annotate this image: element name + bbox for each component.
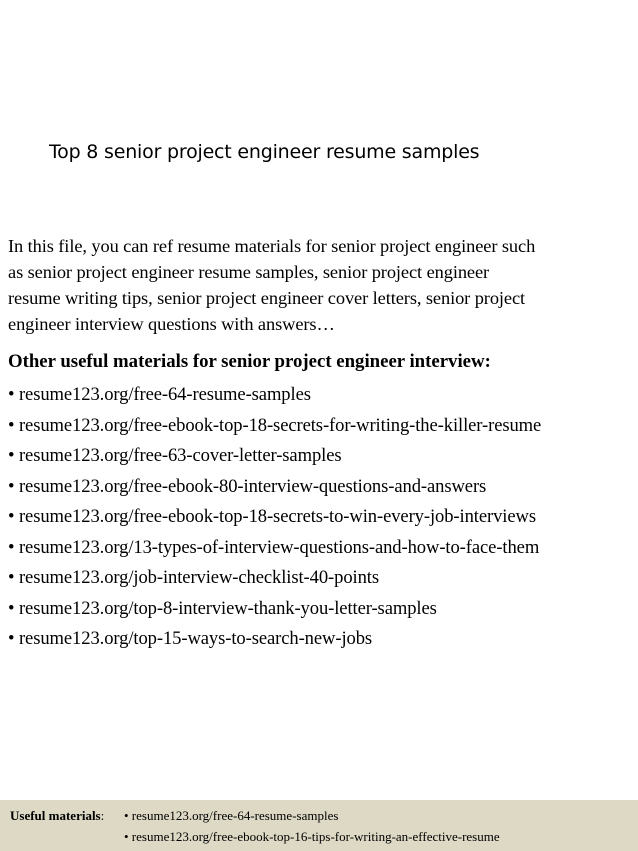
materials-link-list xyxy=(8,380,541,655)
intro-line: as senior project engineer resume samples, senior project engineer xyxy=(8,262,490,282)
materials-link-item[interactable]: • resume123.org/13-types-of-interview-questions-and-how-to-face-them xyxy=(8,536,540,558)
materials-link-item[interactable]: • resume123.org/free-ebook-80-interview-questions-and-answers xyxy=(8,475,487,497)
page-title: Top 8 senior project engineer resume samples xyxy=(49,141,480,163)
footer-bar xyxy=(0,800,638,851)
footer-label-text: Useful materials xyxy=(10,808,101,823)
intro-paragraph xyxy=(8,233,636,337)
materials-link-item[interactable]: • resume123.org/top-8-interview-thank-you-letter-samples xyxy=(8,597,437,619)
footer-link-list xyxy=(124,808,500,850)
footer-label xyxy=(10,808,104,824)
intro-line: resume writing tips, senior project engineer cover letters, senior project xyxy=(8,288,526,308)
materials-link-item[interactable]: • resume123.org/free-ebook-top-18-secrets-to-win-every-job-interviews xyxy=(8,506,536,527)
materials-link-item[interactable]: • resume123.org/job-interview-checklist-40-points xyxy=(8,567,379,588)
materials-link-item[interactable]: • resume123.org/top-15-ways-to-search-new-jobs xyxy=(8,628,373,649)
intro-line: engineer interview questions with answers… xyxy=(8,314,335,334)
materials-link-item[interactable]: • resume123.org/free-64-resume-samples xyxy=(8,384,311,405)
footer-link-item[interactable]: • resume123.org/free-64-resume-samples xyxy=(124,808,339,823)
intro-line: In this file, you can ref resume materials for senior project engineer such xyxy=(8,236,536,256)
materials-link-item[interactable]: • resume123.org/free-ebook-top-18-secrets-for-writing-the-killer-resume xyxy=(8,414,542,436)
materials-link-item[interactable]: • resume123.org/free-63-cover-letter-samples xyxy=(8,445,342,466)
footer-label-colon: : xyxy=(100,808,105,823)
footer-link-item[interactable]: • resume123.org/free-ebook-top-16-tips-for-writing-an-effective-resume xyxy=(124,829,500,844)
materials-heading: Other useful materials for senior project engineer interview: xyxy=(8,351,491,372)
